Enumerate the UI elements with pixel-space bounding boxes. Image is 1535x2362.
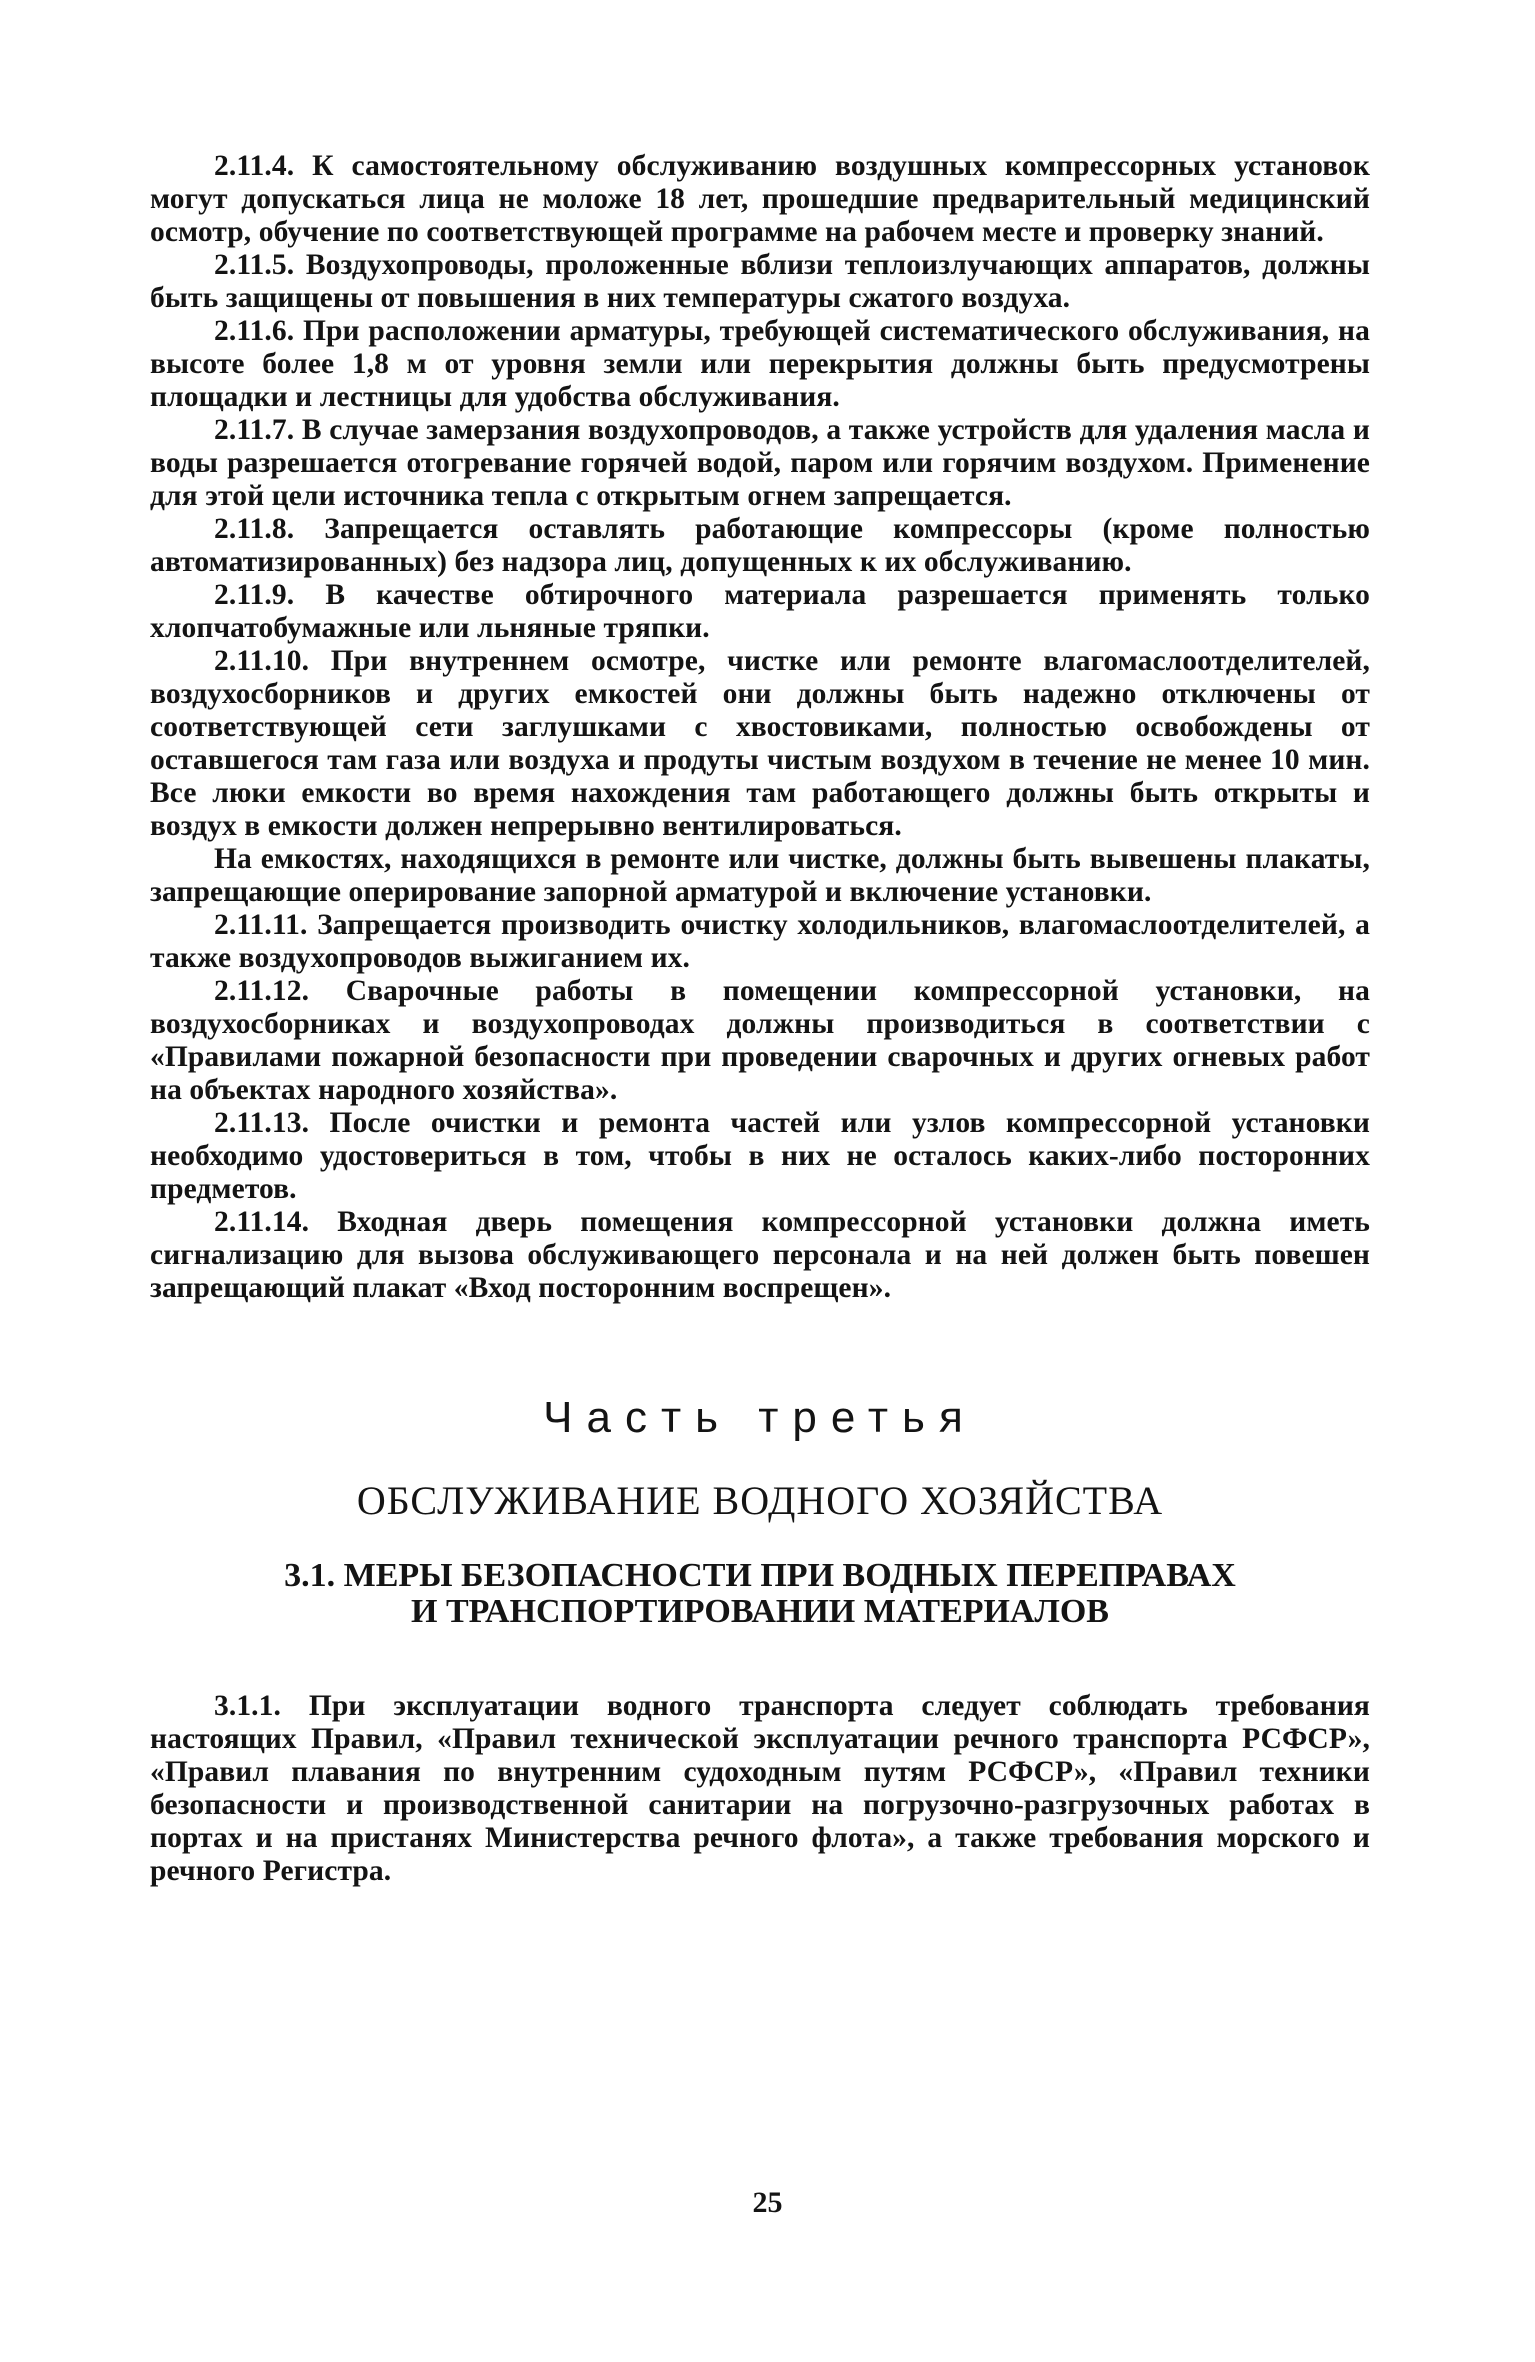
- clause-text: Сварочные работы в помещении компрессорной установки, на воздухосборниках и воздухопроводах должны производиться в соответствии с «Правилами пожарной безопасности при проведении сварочных и других огневых работ на объектах народного хозяйства».: [150, 975, 1370, 1106]
- clause-number: 2.11.11.: [214, 909, 308, 941]
- paragraph-2-11-7: [150, 414, 1370, 513]
- clause-text: Воздухопроводы, проложенные вблизи теплоизлучающих аппаратов, должны быть защищены от повышения в них температуры сжатого воздуха.: [150, 249, 1370, 314]
- paragraph-2-11-13: [150, 1107, 1370, 1206]
- clause-number: 3.1.1.: [214, 1690, 281, 1722]
- part-subheading: ОБСЛУЖИВАНИЕ ВОДНОГО ХОЗЯЙСТВА: [356, 1478, 1164, 1523]
- clause-number: 2.11.14.: [214, 1206, 310, 1238]
- section-heading: [150, 1558, 1370, 1630]
- clause-text: При эксплуатации водного транспорта следует соблюдать требования настоящих Правил, «Правил технической эксплуатации речного транспорта РСФСР», «Правил плавания по внутренним судоходным путям РСФСР», «Правил техники безопасности и производственной санитарии на погрузочно-разгрузочных работах в портах и на пристанях Министерства речного флота», а также требования морского и речного Регистра.: [150, 1690, 1370, 1887]
- clause-number: 2.11.7.: [214, 414, 295, 446]
- clause-text: При внутреннем осмотре, чистке или ремонте влагомаслоотделителей, воздухосборников и других емкостей они должны быть надежно отключены от соответствующей сети заглушками с хвостовиками, полностью освобождены от оставшегося там газа или воздуха и продуты чистым воздухом в течение не менее 10 мин. Все люки емкости во время нахождения там работающего должны быть открыты и воздух в емкости должен непрерывно вентилироваться.: [150, 645, 1370, 842]
- paragraph-2-11-8: [150, 513, 1370, 579]
- clause-number: 2.11.12.: [214, 975, 310, 1007]
- clause-number: 2.11.9.: [214, 579, 295, 611]
- clause-number: 2.11.10.: [214, 645, 310, 677]
- paragraph-2-11-9: [150, 579, 1370, 645]
- clause-number: 2.11.4.: [214, 150, 295, 182]
- clause-number: 2.11.5.: [214, 249, 295, 281]
- paragraph-2-11-5: [150, 249, 1370, 315]
- clause-text: При расположении арматуры, требующей систематического обслуживания, на высоте более 1,8 м от уровня земли или перекрытия должны быть предусмотрены площадки и лестницы для удобства обслуживания.: [150, 315, 1370, 413]
- paragraph-2-11-11: [150, 909, 1370, 975]
- clause-number: 2.11.13.: [214, 1107, 310, 1139]
- section-3-1-paragraphs: [150, 1690, 1370, 1888]
- paragraph-2-11-10: [150, 645, 1370, 843]
- section-heading-line-2: И ТРАНСПОРТИРОВАНИИ МАТЕРИАЛОВ: [411, 1593, 1109, 1630]
- paragraph-2-11-12: [150, 975, 1370, 1107]
- section-heading-line-1: 3.1. МЕРЫ БЕЗОПАСНОСТИ ПРИ ВОДНЫХ ПЕРЕПРАВАХ: [284, 1557, 1236, 1594]
- part-heading: Часть третья: [543, 1393, 977, 1442]
- clause-text: Входная дверь помещения компрессорной установки должна иметь сигнализацию для вызова обслуживающего персонала и на ней должен быть повешен запрещающий плакат «Вход посторонним воспрещен».: [150, 1206, 1370, 1304]
- document-page: [150, 150, 1370, 1888]
- clause-number: 2.11.6.: [214, 315, 295, 347]
- heading-spacer: [150, 1630, 1370, 1690]
- paragraph-2-11-10-continued: [150, 843, 1370, 909]
- clause-text: После очистки и ремонта частей или узлов компрессорной установки необходимо удостовериться в том, чтобы в них не осталось каких-либо посторонних предметов.: [150, 1107, 1370, 1205]
- clause-text: На емкостях, находящихся в ремонте или чистке, должны быть вывешены плакаты, запрещающие оперирование запорной арматурой и включение установки.: [150, 843, 1370, 908]
- paragraph-3-1-1: [150, 1690, 1370, 1888]
- clause-text: В случае замерзания воздухопроводов, а также устройств для удаления масла и воды разрешается отогревание горячей водой, паром или горячим воздухом. Применение для этой цели источника тепла с открытым огнем запрещается.: [150, 414, 1370, 512]
- clause-text: В качестве обтирочного материала разрешается применять только хлопчатобумажные или льняные тряпки.: [150, 579, 1371, 644]
- section-2-11-paragraphs: [150, 150, 1370, 1305]
- clause-number: 2.11.8.: [214, 513, 295, 545]
- paragraph-2-11-4: [150, 150, 1370, 249]
- clause-text: Запрещается производить очистку холодильников, влагомаслоотделителей, а также воздухопроводов выжиганием их.: [150, 909, 1370, 974]
- paragraph-2-11-14: [150, 1206, 1370, 1305]
- page-number: 25: [752, 2186, 783, 2219]
- clause-text: Запрещается оставлять работающие компрессоры (кроме полностью автоматизированных) без надзора лиц, допущенных к их обслуживанию.: [150, 513, 1370, 578]
- paragraph-2-11-6: [150, 315, 1370, 414]
- clause-text: К самостоятельному обслуживанию воздушных компрессорных установок могут допускаться лица не моложе 18 лет, прошедшие предварительный медицинский осмотр, обучение по соответствующей программе на рабочем месте и проверку знаний.: [150, 150, 1370, 248]
